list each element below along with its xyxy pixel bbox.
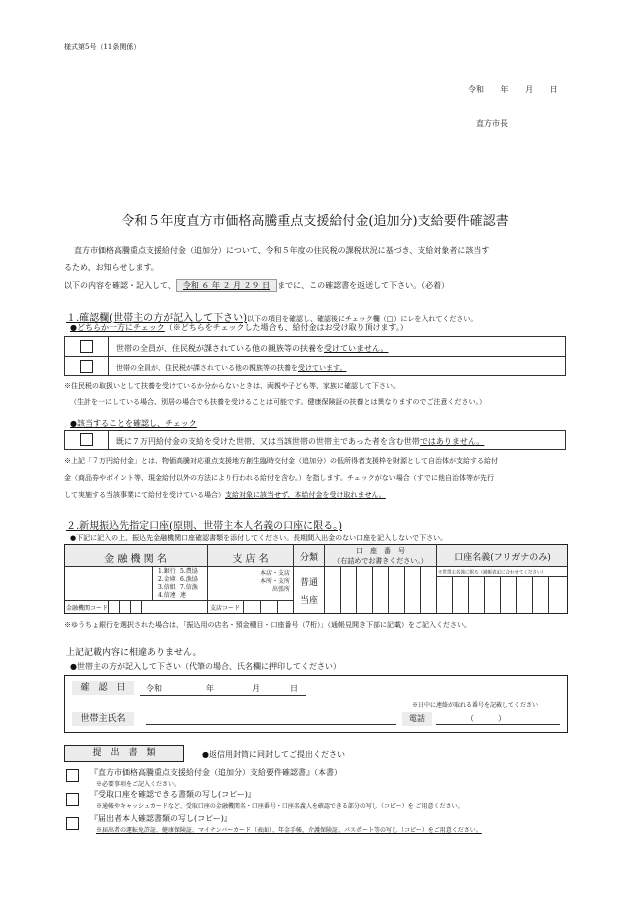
bank-type-1: 1.銀行 xyxy=(158,568,176,575)
account-type-futsu: 普通 xyxy=(299,578,318,588)
page-title: 令和５年度直方市価格高騰重点支援給付金(追加分)支給要件確認書 xyxy=(121,214,509,229)
phone-field[interactable] xyxy=(436,724,560,725)
branch-type-2: 本所・支所 xyxy=(259,578,290,585)
either-note: （※どちらをチェックした場合も、給付金はお受け取り頂けます。） xyxy=(164,323,408,332)
type-header: 分類 xyxy=(299,553,318,563)
yucho-note: ※ゆうちょ銀行を選択された場合は、「振込用の店名・預金種目・口座番号（7桁）」（通帳見開き下部に記載）をご記入ください。 xyxy=(64,621,471,629)
header-date-day: 日 xyxy=(549,85,558,94)
bank-type-8: 連 xyxy=(180,592,187,599)
doc2-checkbox[interactable] xyxy=(66,793,79,806)
branch-type-1: 本店・支店 xyxy=(259,570,290,577)
option2-text xyxy=(116,363,346,373)
doc1-title: 『直方市価格高騰重点支援給付金（追加分）支給要件確認書』（本書） xyxy=(90,768,342,777)
bank-type-split xyxy=(152,567,153,600)
digit-line-3 xyxy=(372,567,373,614)
applicable-label: ●該当することを確認し、チェック xyxy=(70,419,197,428)
bank-code-box-3 xyxy=(130,600,131,614)
section1-note-3-line3-pre: して実施する当該事業にて給付を受けている場合） xyxy=(64,491,225,499)
holder-line-6 xyxy=(532,577,533,614)
bank-code-box-4 xyxy=(141,600,142,614)
section1-note-2: （生計を一にしている場合、別居の場合でも扶養を受けることは可能です。健康保険証の扶養とは異なりますのでご注意ください。） xyxy=(70,398,486,406)
branch-code-label: 支店コード xyxy=(210,605,241,612)
bank-type-2: 2.金庫 xyxy=(158,576,176,583)
branch-code-box-1 xyxy=(243,600,244,614)
digit-line-4 xyxy=(388,567,389,614)
number-header: 口 座 番 号 xyxy=(356,547,405,555)
digit-line-1 xyxy=(340,567,341,614)
confirm-date-year: 年 xyxy=(206,684,214,693)
bank-code-line xyxy=(64,600,207,601)
branch-types xyxy=(252,570,290,594)
doc3-title: 『届出者本人確認書類の写し(コピー)』 xyxy=(90,814,232,823)
header-date-era: 令和 xyxy=(468,85,484,94)
intro-line-2: るため、お知らせします。 xyxy=(64,263,159,272)
section1-heading: １.確認欄(世帯主の方が記入して下さい) xyxy=(66,313,247,324)
branch-code-box-2 xyxy=(260,600,261,614)
digit-line-5 xyxy=(404,567,405,614)
digit-line-6 xyxy=(420,567,421,614)
either-check-col-line xyxy=(108,336,109,376)
account-type-toza: 当座 xyxy=(299,596,318,606)
holder-line-5 xyxy=(516,577,517,614)
submission-docs-label: 提 出 書 類 xyxy=(64,745,184,762)
section1-heading-note: 以下の項目を確認し、確認後にチェック欄（□）にレを入れてください。 xyxy=(246,315,478,323)
option3-text xyxy=(116,436,484,447)
doc3-checkbox[interactable] xyxy=(66,817,79,830)
header-date-month: 月 xyxy=(525,85,534,94)
applicable-check-col-line xyxy=(108,430,109,450)
holder-line-2 xyxy=(468,577,469,614)
option1-text-pre: 世帯の全員が、住民税が課されている他の親族等の扶養を xyxy=(116,344,324,353)
option3-checkbox[interactable] xyxy=(80,433,93,446)
contact-note: ※日中に連絡が取れる番号を記載してください xyxy=(412,702,539,709)
confirm-date-day: 日 xyxy=(290,684,298,693)
option1-text xyxy=(116,343,388,354)
holder-header: 口座名義(フリガナのみ) xyxy=(454,553,551,563)
header-date xyxy=(468,84,558,95)
section1-note-3-line3-ul: 支給対象に該当せず、本給付金を受け取れません。 xyxy=(225,491,386,499)
holder-note: ※世帯主名義に限る（通帳表記に合わせてください） xyxy=(438,569,547,575)
branch-header: 支 店 名 xyxy=(232,554,269,565)
option1-checkbox[interactable] xyxy=(80,340,93,353)
addressee: 直方市長 xyxy=(476,119,508,128)
branch-code-line xyxy=(207,600,293,601)
bank-code-box-2 xyxy=(119,600,120,614)
bank-types-col1 xyxy=(158,568,176,600)
bank-code-label: 金融機関コード xyxy=(66,605,109,612)
number-subheader: （右詰めでお書きください。） xyxy=(333,557,428,565)
intro-line-3 xyxy=(64,280,449,291)
account-types xyxy=(294,574,324,610)
bank-types-col2 xyxy=(180,568,198,600)
section2-subheading: ●下記に記入の上、振込先金融機関口座確認書類を添付してください。長期間入出金のない口座を記入しないで下さい。 xyxy=(70,534,448,542)
doc2-title: 『受取口座を確認できる書類の写し(コピー)』 xyxy=(90,790,256,799)
phone-label: 電話 xyxy=(402,712,432,726)
bank-type-4: 4.信連 xyxy=(158,592,176,599)
return-note: ●返信用封筒に同封してご提出ください xyxy=(202,750,345,759)
bank-table-header-line xyxy=(64,566,568,567)
header-date-year: 年 xyxy=(500,85,509,94)
intro-line-3-pre: 以下の内容を確認・記入して、 xyxy=(64,281,176,290)
bank-type-6: 6.漁協 xyxy=(180,576,198,583)
intro-line-1: 直方市価格高騰重点支援給付金（追加分）について、令和５年度の住民税の課税状況に基づき、支給対象者に該当す xyxy=(74,246,490,255)
either-divider xyxy=(64,356,566,357)
bank-type-3: 3.信組 xyxy=(158,584,176,591)
bank-type-7: 7.信漁 xyxy=(180,584,198,591)
form-number: 様式第5号（11条関係） xyxy=(64,43,141,51)
either-row xyxy=(70,322,408,333)
bank-header: 金 融 機 関 名 xyxy=(104,554,167,565)
householder-name-label: 世帯主氏名 xyxy=(72,712,134,726)
confirm-date-month: 月 xyxy=(252,684,260,693)
doc2-note: ※通帳やキャッシュカードなど、受取口座の金融機関名・口座番号・口座名義人を確認できる部分の写し（コピー）を ご用意ください。 xyxy=(96,803,464,810)
confirm-text: 上記記載内容に相違ありません。 xyxy=(66,648,202,658)
option1-text-ul: 受けていません。 xyxy=(324,344,389,353)
bank-type-5: 5.農協 xyxy=(180,568,198,575)
doc1-note: ※必要事項をご記入ください。 xyxy=(96,781,181,788)
intro-line-3-post: までに、この確認書を返送して下さい。（必着） xyxy=(277,281,450,290)
deadline-date: 令和 ６ 年 ２ 月 ２９ 日 xyxy=(176,279,277,292)
householder-name-field[interactable] xyxy=(146,724,396,725)
option2-checkbox[interactable] xyxy=(80,360,93,373)
digit-line-2 xyxy=(356,567,357,614)
option3-text-pre: 既に７万円給付金の支給を受けた世帯、又は当該世帯の世帯主であった者を含む世帯 xyxy=(116,437,420,446)
confirm-date-underline[interactable] xyxy=(140,695,306,696)
section1-note-1: ※住民税の取扱いとして扶養を受けているか分からないときは、両親や子ども等、家族に確認して下さい。 xyxy=(64,382,400,390)
branch-code-box-3 xyxy=(277,600,278,614)
doc1-checkbox[interactable] xyxy=(66,769,79,782)
option2-text-pre: 世帯の全員が、住民税が課されている他の親族等の扶養を xyxy=(116,364,298,372)
either-label: ●どちらか一方にチェック xyxy=(70,323,165,332)
branch-type-3: 出張所 xyxy=(271,586,290,593)
option2-text-ul: 受けています。 xyxy=(298,364,347,372)
doc3-note: ※届出者の運転免許証、健康保険証、マイナンバーカード（表面）、年金手帳、介護保険証、パスポート等の写し（コピー）をご用意ください。 xyxy=(96,827,482,834)
phone-value: （ ） xyxy=(466,714,506,723)
holder-line-4 xyxy=(500,577,501,614)
holder-line-7 xyxy=(548,577,549,614)
option3-text-ul: ではありません。 xyxy=(419,437,485,446)
section3-instruction: ●世帯主の方が記入して下さい（代筆の場合、氏名欄に押印してください） xyxy=(70,662,341,671)
section1-note-3-line1: ※上記「７万円給付金」とは、物価高騰対応重点支援地方創生臨時交付金（追加分）の低所得者支援枠を財源として自治体が支給する給付 xyxy=(64,457,498,465)
section2-heading: ２.新規振込先指定口座(原則、世帯主本人名義の口座に限る。) xyxy=(66,521,342,532)
confirm-date-label: 確 認 日 xyxy=(72,681,134,695)
section1-note-3-line3 xyxy=(64,490,386,500)
holder-line-3 xyxy=(484,577,485,614)
bank-code-box-1 xyxy=(108,600,109,614)
section1-note-3-line2: 金（商品券やポイント等、現金給付以外の方法により行われる給付を含む。）を指します。チェックがない場合（すでに他自治体等が先行 xyxy=(64,474,494,482)
confirm-date-era: 令和 xyxy=(146,684,162,693)
holder-line-1 xyxy=(452,577,453,614)
